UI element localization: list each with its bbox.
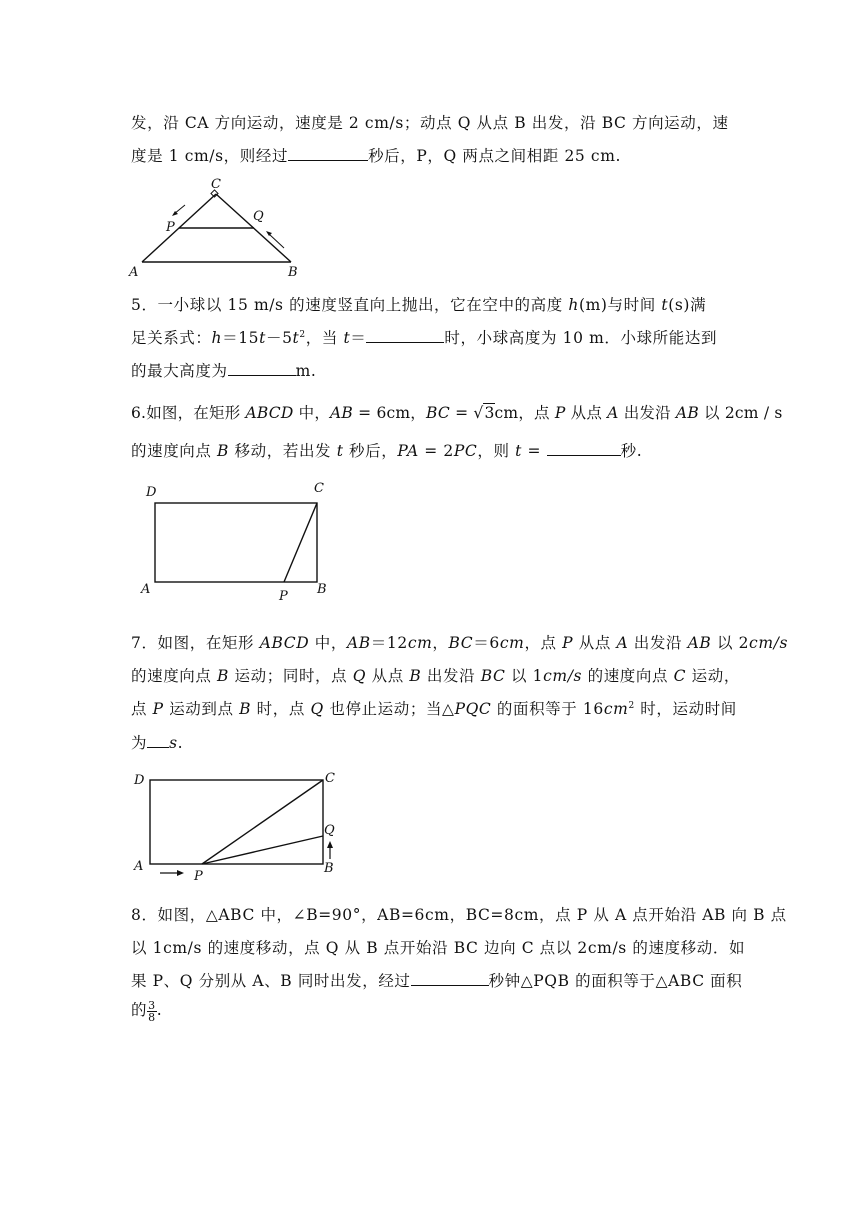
q7-var: AB [347,634,371,652]
q5-text-part: (m)与时间 [578,296,662,314]
segment-PC [284,503,317,582]
q7-text-line2 [131,664,740,686]
q7-text-part: 中， [309,634,347,652]
answer-blank[interactable] [147,733,169,748]
q5-var: t [343,329,351,347]
segment-PC [202,780,323,864]
label-P: P [279,589,288,604]
q8-text-line4 [131,998,162,1023]
q5-var: t [259,329,266,347]
q7-unit: cm/s [543,667,583,685]
q6-var: B [217,442,230,460]
q7-text-part: ， [432,634,449,652]
answer-blank[interactable] [547,441,621,456]
arrow-q-head [327,841,333,848]
sqrt-sign: √ [473,404,484,422]
q7-text-part: 时，运动时间 [634,700,737,718]
q7-unit: s [169,734,178,752]
q4-text-part: 秒后，P，Q 两点之间相距 25 cm. [368,147,622,165]
q6-text-part: ，则 [477,442,516,460]
q7-text-part: ＝6 [473,634,500,652]
fraction-denominator: 8 [148,1010,156,1024]
q5-text-line2 [131,326,717,348]
label-Q: Q [253,209,264,224]
sqrt-radicand: 3 [484,404,495,422]
q4-text-line2 [131,144,621,166]
q8-text-line1: 8．如图，△ABC 中，∠B=90°，AB=6cm，BC=8cm，点 P 从 A 点开始沿 AB 向 B 点 [131,906,787,924]
q7-var: P [562,634,574,652]
arrow-q-head [266,231,272,236]
segment-PQ [202,836,323,864]
q6-text-part: 6.如图，在矩形 [131,404,246,422]
q7-unit: cm [499,634,525,652]
q7-text-part: 从点 [573,634,617,652]
q5-text-part: 的最大高度为 [131,362,228,380]
q5-text-line3 [131,359,316,381]
q7-text-part: 时，点 [251,700,311,718]
q7-text-part: 出发沿 [628,634,688,652]
q7-text-line1 [131,631,788,653]
answer-blank[interactable] [366,328,444,343]
q7-unit: cm [603,700,629,718]
q7-var: Q [310,700,324,718]
q6-var: t [515,442,522,460]
q6-var: ABCD [245,404,294,422]
q6-text-part: 移动，若出发 [229,442,337,460]
q5-text-part: 时，小球高度为 10 m．小球所能达到 [444,329,718,347]
q6-text-line1 [131,401,783,423]
q7-var: C [673,667,687,685]
label-C: C [314,481,324,496]
q7-var: BC [448,634,474,652]
q7-text-part: 从点 [366,667,410,685]
q6-text-part: 从点 [565,404,608,422]
rect-ABCD [155,503,317,582]
fraction-three-eighths [147,1000,157,1023]
q5-var: h [568,296,579,314]
q4-text-part: 度是 1 cm/s，则经过 [131,147,289,165]
q8-text-part: 果 P、Q 分别从 A、B 同时出发，经过 [131,972,411,990]
q7-text-part: 的速度向点 [131,667,218,685]
q5-text-line1 [131,293,706,315]
q6-rectangle-figure [136,476,336,604]
answer-blank[interactable] [228,361,296,376]
q7-unit: cm [407,634,433,652]
q6-var: BC [426,404,450,422]
q8-text-part: . [156,1001,163,1019]
q7-var: ABCD [259,634,310,652]
q7-var: A [616,634,629,652]
q6-var: PC [453,442,478,460]
q6-text-part: 出发沿 [618,404,676,422]
q5-text-part: 5．一小球以 15 m/s 的速度竖直向上抛出，它在空中的高度 [131,296,569,314]
q7-text-part: 运动；同时，点 [229,667,353,685]
q5-text-part: ，当 [305,329,344,347]
q6-text-part: 秒后， [343,442,398,460]
label-A: A [129,265,139,280]
q8-text-line2: 以 1cm/s 的速度移动，点 Q 从 B 点开始沿 BC 边向 C 点以 2cm/s 的速度移动．如 [131,939,746,957]
answer-blank[interactable] [411,971,489,986]
q6-var: A [607,404,619,422]
label-C: C [211,177,221,192]
q6-text-part: cm，点 [494,404,555,422]
q7-text-line3 [131,697,737,719]
q6-text-part: 中， [293,404,331,422]
q7-text-line4 [131,731,183,753]
q7-text-part: 以 2 [711,634,750,652]
q7-text-part: ，点 [524,634,563,652]
q7-text-part: 7．如图，在矩形 [131,634,260,652]
q7-var: Q [352,667,367,685]
q5-var: h [211,329,223,347]
label-B: B [324,861,334,876]
q8-text-line3 [131,969,742,991]
q6-text-part: = [449,404,474,422]
q7-text-part: . [177,734,184,752]
q7-var: AB [687,634,712,652]
q7-text-part: 的速度向点 [582,667,674,685]
q6-var: AB [330,404,354,422]
q5-var: t [292,329,300,347]
q7-unit: cm/s [749,634,789,652]
arrow-p-head [177,870,184,876]
q6-text-part: 秒. [620,442,643,460]
q5-text-part: ＝ [350,329,367,347]
q7-var: PQC [454,700,492,718]
q6-text-part: = 2 [418,442,454,460]
q6-text-part: = [521,442,547,460]
q7-exponent: 2 [628,700,635,711]
label-P: P [194,869,203,884]
q7-text-part: 出发沿 [421,667,481,685]
label-A: A [141,582,151,597]
rect-ABCD [150,780,323,864]
q5-text-part: (s)满 [668,296,707,314]
q7-var: P [152,700,164,718]
q6-var: t [336,442,344,460]
q8-text-part: 的 [131,1001,148,1019]
q8-text-part: 秒钟△PQB 的面积等于△ABC 面积 [488,972,743,990]
label-B: B [317,582,327,597]
q7-var: BC [480,667,506,685]
q7-text-part: 以 1 [505,667,544,685]
q6-text-part: = 6cm， [353,404,426,422]
q5-text-part: 足关系式： [131,329,212,347]
label-P: P [166,220,175,235]
fraction-numerator: 3 [148,998,156,1012]
q5-text-part: －5 [265,329,293,347]
q7-rectangle-figure [128,764,348,886]
q6-var: P [554,404,566,422]
answer-blank[interactable] [288,146,368,161]
q7-text-part: ＝12 [370,634,408,652]
q7-var: B [239,700,252,718]
q7-text-part: 的面积等于 16 [491,700,604,718]
q7-var: B [217,667,230,685]
q7-text-part: 点 [131,700,153,718]
q5-var: t [661,296,669,314]
q5-exponent: 2 [299,329,306,340]
q5-text-part: ＝15 [222,329,260,347]
label-Q: Q [324,823,335,838]
label-A: A [134,859,144,874]
q6-text-line2 [131,439,642,461]
q6-text-part: 以 2cm / s [698,404,783,422]
q5-text-part: m. [295,362,317,380]
q7-text-part: 为 [131,734,148,752]
label-C: C [325,771,335,786]
q7-text-part: 也停止运动；当△ [323,700,455,718]
label-D: D [134,773,145,788]
q6-text-part: 的速度向点 [131,442,218,460]
q6-var: AB [675,404,699,422]
label-D: D [146,485,157,500]
q6-var: PA [397,442,419,460]
label-B: B [288,265,298,280]
q4-triangle-figure [126,172,316,284]
q7-var: B [409,667,422,685]
q7-text-part: 运动到点 [163,700,240,718]
arrow-q [269,234,284,248]
q4-text-line1: 发，沿 CA 方向运动，速度是 2 cm/s；动点 Q 从点 B 出发，沿 BC 方向运动，速 [131,114,729,132]
q7-text-part: 运动， [686,667,740,685]
